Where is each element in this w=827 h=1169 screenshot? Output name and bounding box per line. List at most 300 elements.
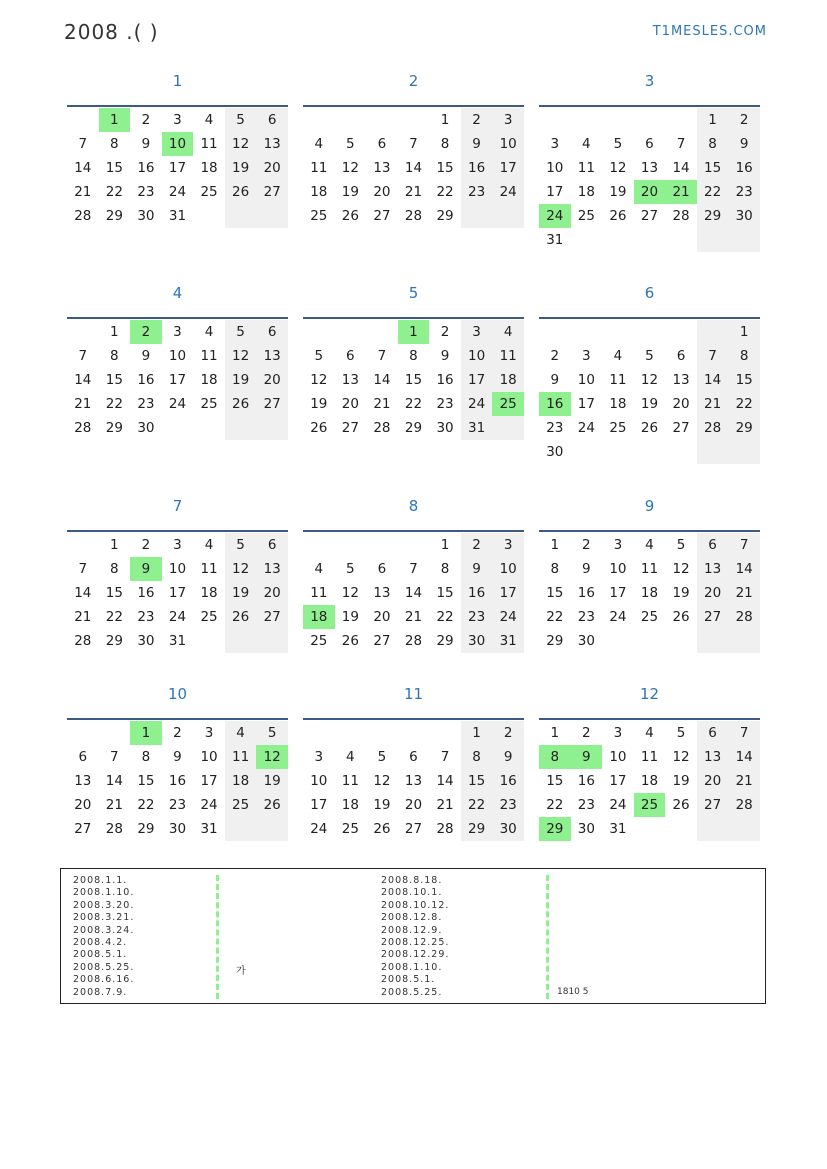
day-cell: 19	[310, 396, 328, 412]
week-row	[303, 344, 524, 368]
day-cell: 5	[645, 348, 654, 364]
day-cell: 6	[256, 320, 288, 344]
day-cell: 20	[404, 797, 423, 813]
day-cell: 4	[582, 136, 591, 152]
day-cell: 25	[341, 821, 359, 837]
day-cell: 24	[492, 605, 524, 629]
day-cell: 12	[310, 372, 328, 388]
day-cell: 23	[577, 797, 595, 813]
week-row	[539, 581, 760, 605]
day-cell: 14	[74, 372, 92, 388]
day-cell: 15	[137, 773, 155, 789]
day-cell: 16	[461, 581, 493, 605]
day-cell: 11	[341, 773, 359, 789]
note-date: 2008.3.24.	[73, 924, 135, 936]
empty-day-cell	[256, 416, 288, 440]
day-cell: 6	[697, 721, 729, 745]
day-cell: 9	[440, 348, 450, 364]
day-cell: 22	[404, 396, 423, 412]
day-cell: 7	[409, 136, 418, 152]
day-cell: 7	[697, 344, 729, 368]
week-row	[303, 769, 524, 793]
empty-day-cell	[225, 204, 257, 228]
day-cell: 29	[546, 633, 564, 649]
day-cell: 27	[697, 793, 729, 817]
day-cell: 4	[645, 537, 654, 553]
day-cell: 9	[582, 561, 591, 577]
empty-day-cell	[697, 440, 729, 464]
day-cell: 6	[697, 533, 729, 557]
note-date: 2008.12.8.	[381, 912, 443, 924]
day-cell: 24	[609, 797, 627, 813]
day-cell: 11	[640, 749, 659, 765]
day-cell: 14	[697, 368, 729, 392]
day-cell: 8	[440, 136, 450, 152]
day-cell: 2	[550, 348, 560, 364]
empty-day-cell	[634, 108, 666, 132]
day-cell: 7	[78, 348, 88, 364]
day-cell: 25	[310, 208, 328, 224]
day-cell: 10	[168, 348, 187, 364]
day-cell: 18	[303, 605, 335, 629]
empty-day-cell	[99, 721, 131, 745]
day-cell: 8	[141, 749, 151, 765]
day-cell: 1	[398, 320, 430, 344]
empty-day-cell	[225, 817, 257, 841]
week-row	[67, 132, 288, 156]
day-cell: 11	[310, 160, 328, 176]
day-cell: 17	[168, 372, 187, 388]
day-cell: 9	[461, 557, 493, 581]
day-cell: 23	[168, 797, 187, 813]
month-calendar	[539, 72, 760, 252]
day-cell: 31	[168, 633, 187, 649]
holiday-color-bar	[546, 875, 552, 999]
month-calendar	[303, 284, 524, 440]
month-day-grid	[303, 721, 524, 841]
month-day-grid	[303, 533, 524, 653]
month-title: 4	[172, 284, 183, 302]
day-cell: 25	[310, 633, 328, 649]
day-cell: 30	[137, 420, 155, 436]
empty-day-cell	[665, 629, 697, 653]
day-cell: 27	[640, 208, 659, 224]
week-row	[303, 416, 524, 440]
day-cell: 30	[546, 444, 564, 460]
day-cell: 8	[550, 561, 560, 577]
day-cell: 30	[137, 208, 155, 224]
day-cell: 29	[137, 821, 155, 837]
day-cell: 10	[200, 749, 218, 765]
day-cell: 7	[728, 533, 760, 557]
empty-day-cell	[193, 416, 225, 440]
day-cell: 25	[492, 392, 524, 416]
day-cell: 22	[436, 609, 454, 625]
day-cell: 26	[225, 392, 257, 416]
empty-day-cell	[303, 533, 335, 557]
week-row	[67, 392, 288, 416]
day-cell: 24	[168, 609, 187, 625]
day-cell: 2	[582, 725, 591, 741]
month-calendar	[303, 72, 524, 228]
day-cell: 21	[74, 609, 92, 625]
day-cell: 6	[645, 136, 654, 152]
empty-day-cell	[728, 228, 760, 252]
day-cell: 24	[461, 392, 493, 416]
day-cell: 11	[200, 136, 218, 152]
day-cell: 21	[728, 769, 760, 793]
note-date: 2008.5.1.	[73, 949, 128, 961]
day-cell: 28	[74, 420, 92, 436]
week-row	[303, 745, 524, 769]
day-cell: 11	[577, 160, 595, 176]
day-cell: 23	[137, 184, 155, 200]
day-cell: 21	[404, 609, 423, 625]
day-cell: 23	[137, 609, 155, 625]
day-cell: 31	[461, 416, 493, 440]
day-cell: 7	[110, 749, 119, 765]
day-cell: 26	[672, 609, 690, 625]
week-row	[67, 156, 288, 180]
day-cell: 26	[640, 420, 659, 436]
empty-day-cell	[602, 440, 634, 464]
day-cell: 9	[141, 348, 151, 364]
day-cell: 26	[672, 797, 690, 813]
month-calendar	[303, 497, 524, 653]
week-row	[67, 344, 288, 368]
empty-day-cell	[665, 440, 697, 464]
week-row	[67, 769, 288, 793]
month-divider	[67, 317, 288, 319]
day-cell: 6	[256, 533, 288, 557]
day-cell: 19	[373, 797, 391, 813]
day-cell: 28	[74, 208, 92, 224]
day-cell: 9	[141, 136, 151, 152]
day-cell: 25	[200, 396, 218, 412]
day-cell: 2	[461, 533, 493, 557]
day-cell: 20	[697, 769, 729, 793]
month-title: 7	[172, 497, 183, 515]
empty-day-cell	[67, 721, 99, 745]
day-cell: 18	[200, 585, 218, 601]
day-cell: 25	[200, 609, 218, 625]
empty-day-cell	[193, 204, 225, 228]
week-row	[539, 344, 760, 368]
day-cell: 24	[539, 204, 571, 228]
day-cell: 20	[74, 797, 92, 813]
day-cell: 27	[74, 821, 92, 837]
empty-day-cell	[256, 204, 288, 228]
empty-day-cell	[335, 320, 367, 344]
week-row	[539, 320, 760, 344]
week-row	[67, 320, 288, 344]
day-cell: 28	[728, 605, 760, 629]
day-cell: 22	[546, 797, 564, 813]
day-cell: 21	[436, 797, 454, 813]
day-cell: 17	[168, 585, 187, 601]
empty-day-cell	[492, 204, 524, 228]
day-cell: 2	[130, 320, 162, 344]
day-cell: 5	[346, 561, 355, 577]
empty-day-cell	[398, 533, 430, 557]
day-cell: 3	[550, 136, 560, 152]
week-row	[303, 817, 524, 841]
day-cell: 3	[613, 725, 623, 741]
week-row	[67, 605, 288, 629]
day-cell: 15	[546, 773, 564, 789]
day-cell: 12	[341, 585, 359, 601]
day-cell: 13	[341, 372, 359, 388]
day-cell: 30	[436, 420, 454, 436]
day-cell: 1	[697, 108, 729, 132]
week-row	[67, 629, 288, 653]
day-cell: 16	[436, 372, 454, 388]
day-cell: 17	[609, 585, 627, 601]
empty-day-cell	[67, 320, 99, 344]
day-cell: 28	[672, 208, 690, 224]
day-cell: 5	[225, 108, 257, 132]
empty-day-cell	[697, 817, 729, 841]
day-cell: 22	[105, 609, 123, 625]
empty-day-cell	[728, 440, 760, 464]
day-cell: 8	[440, 561, 450, 577]
day-cell: 7	[377, 348, 387, 364]
day-cell: 12	[225, 557, 257, 581]
day-cell: 19	[256, 769, 288, 793]
empty-day-cell	[492, 416, 524, 440]
day-cell: 16	[577, 585, 595, 601]
month-divider	[303, 317, 524, 319]
month-day-grid	[539, 533, 760, 653]
day-cell: 11	[310, 585, 328, 601]
note-date: 2008.5.25.	[381, 986, 443, 998]
day-cell: 6	[78, 749, 88, 765]
day-cell: 1	[728, 320, 760, 344]
day-cell: 23	[461, 605, 493, 629]
week-row	[539, 629, 760, 653]
day-cell: 5	[225, 533, 257, 557]
note-date: 2008.12.25.	[381, 937, 450, 949]
week-row	[67, 180, 288, 204]
day-cell: 16	[539, 392, 571, 416]
week-row	[539, 557, 760, 581]
day-cell: 3	[173, 112, 182, 128]
day-cell: 31	[546, 232, 564, 248]
day-cell: 19	[341, 609, 359, 625]
day-cell: 26	[609, 208, 627, 224]
site-logo[interactable]: T1MESLES.COM	[652, 24, 767, 39]
day-cell: 6	[346, 348, 355, 364]
day-cell: 9	[571, 745, 603, 769]
day-cell: 28	[404, 633, 423, 649]
empty-day-cell	[602, 228, 634, 252]
empty-day-cell	[366, 533, 398, 557]
day-cell: 25	[640, 609, 659, 625]
day-cell: 13	[373, 160, 391, 176]
day-cell: 28	[105, 821, 123, 837]
week-row	[539, 533, 760, 557]
week-row	[67, 557, 288, 581]
day-cell: 20	[256, 581, 288, 605]
day-cell: 1	[130, 721, 162, 745]
day-cell: 8	[539, 745, 571, 769]
empty-day-cell	[303, 108, 335, 132]
day-cell: 6	[256, 108, 288, 132]
week-row	[539, 204, 760, 228]
day-cell: 8	[110, 561, 119, 577]
day-cell: 10	[609, 749, 627, 765]
week-row	[67, 108, 288, 132]
day-cell: 26	[225, 605, 257, 629]
day-cell: 13	[256, 344, 288, 368]
day-cell: 29	[436, 208, 454, 224]
day-cell: 14	[404, 160, 423, 176]
month-title: 6	[644, 284, 655, 302]
day-cell: 24	[609, 609, 627, 625]
day-cell: 24	[168, 396, 187, 412]
day-cell: 5	[377, 749, 387, 765]
day-cell: 16	[728, 156, 760, 180]
month-day-grid	[67, 721, 288, 841]
day-cell: 20	[697, 581, 729, 605]
empty-day-cell	[67, 533, 99, 557]
day-cell: 13	[373, 585, 391, 601]
day-cell: 25	[200, 184, 218, 200]
holiday-notes-box	[60, 868, 766, 1004]
day-cell: 9	[550, 372, 560, 388]
holiday-dates-list-left	[73, 875, 134, 999]
day-cell: 2	[141, 112, 151, 128]
month-calendar	[539, 497, 760, 653]
week-row	[539, 416, 760, 440]
week-row	[539, 108, 760, 132]
empty-day-cell	[303, 721, 335, 745]
empty-day-cell	[602, 108, 634, 132]
day-cell: 9	[492, 745, 524, 769]
month-day-grid	[539, 721, 760, 841]
month-calendar	[67, 497, 288, 653]
month-divider	[303, 530, 524, 532]
month-divider	[539, 105, 760, 107]
day-cell: 28	[404, 208, 423, 224]
day-cell: 18	[609, 396, 627, 412]
day-cell: 18	[225, 769, 257, 793]
day-cell: 15	[105, 160, 123, 176]
day-cell: 7	[676, 136, 686, 152]
day-cell: 19	[672, 585, 690, 601]
day-cell: 28	[697, 416, 729, 440]
day-cell: 30	[137, 633, 155, 649]
day-cell: 27	[256, 392, 288, 416]
day-cell: 8	[409, 348, 418, 364]
month-divider	[539, 530, 760, 532]
month-calendar	[539, 284, 760, 464]
day-cell: 3	[173, 537, 182, 553]
empty-day-cell	[665, 228, 697, 252]
week-row	[539, 745, 760, 769]
day-cell: 13	[640, 160, 659, 176]
day-cell: 16	[137, 585, 155, 601]
month-divider	[67, 105, 288, 107]
month-title: 1	[172, 72, 183, 90]
week-row	[67, 204, 288, 228]
month-title: 3	[644, 72, 655, 90]
day-cell: 5	[613, 136, 623, 152]
day-cell: 29	[461, 817, 493, 841]
day-cell: 2	[173, 725, 182, 741]
day-cell: 12	[225, 132, 257, 156]
day-cell: 10	[168, 561, 187, 577]
day-cell: 20	[256, 368, 288, 392]
day-cell: 9	[130, 557, 162, 581]
day-cell: 1	[550, 725, 560, 741]
empty-day-cell	[366, 320, 398, 344]
day-cell: 3	[204, 725, 214, 741]
day-cell: 12	[373, 773, 391, 789]
day-cell: 10	[546, 160, 564, 176]
month-title: 9	[644, 497, 655, 515]
week-row	[539, 156, 760, 180]
day-cell: 1	[550, 537, 560, 553]
day-cell: 5	[676, 537, 686, 553]
day-cell: 18	[640, 585, 659, 601]
day-cell: 23	[461, 180, 493, 204]
day-cell: 2	[440, 324, 450, 340]
day-cell: 11	[609, 372, 627, 388]
week-row	[67, 817, 288, 841]
day-cell: 20	[634, 180, 666, 204]
week-row	[303, 204, 524, 228]
day-cell: 21	[105, 797, 123, 813]
day-cell: 15	[546, 585, 564, 601]
day-cell: 29	[539, 817, 571, 841]
day-cell: 16	[577, 773, 595, 789]
day-cell: 30	[492, 817, 524, 841]
day-cell: 18	[640, 773, 659, 789]
empty-day-cell	[665, 817, 697, 841]
empty-day-cell	[335, 108, 367, 132]
empty-day-cell	[697, 228, 729, 252]
empty-day-cell	[634, 629, 666, 653]
note-date: 2008.6.16.	[73, 974, 135, 986]
day-cell: 23	[137, 396, 155, 412]
day-cell: 12	[256, 745, 288, 769]
day-cell: 27	[256, 180, 288, 204]
day-cell: 30	[728, 204, 760, 228]
day-cell: 29	[436, 633, 454, 649]
day-cell: 4	[204, 112, 214, 128]
empty-day-cell	[665, 108, 697, 132]
day-cell: 15	[461, 769, 493, 793]
day-cell: 14	[74, 160, 92, 176]
week-row	[303, 156, 524, 180]
day-cell: 13	[256, 132, 288, 156]
day-cell: 10	[609, 561, 627, 577]
holiday-color-bar	[216, 875, 222, 999]
day-cell: 30	[577, 821, 595, 837]
week-row	[303, 605, 524, 629]
day-cell: 26	[310, 420, 328, 436]
day-cell: 1	[110, 324, 119, 340]
day-cell: 9	[173, 749, 182, 765]
day-cell: 17	[200, 773, 218, 789]
day-cell: 13	[256, 557, 288, 581]
week-row	[539, 440, 760, 464]
day-cell: 19	[225, 581, 257, 605]
note-date: 2008.10.12.	[381, 899, 450, 911]
day-cell: 27	[697, 605, 729, 629]
day-cell: 19	[225, 368, 257, 392]
